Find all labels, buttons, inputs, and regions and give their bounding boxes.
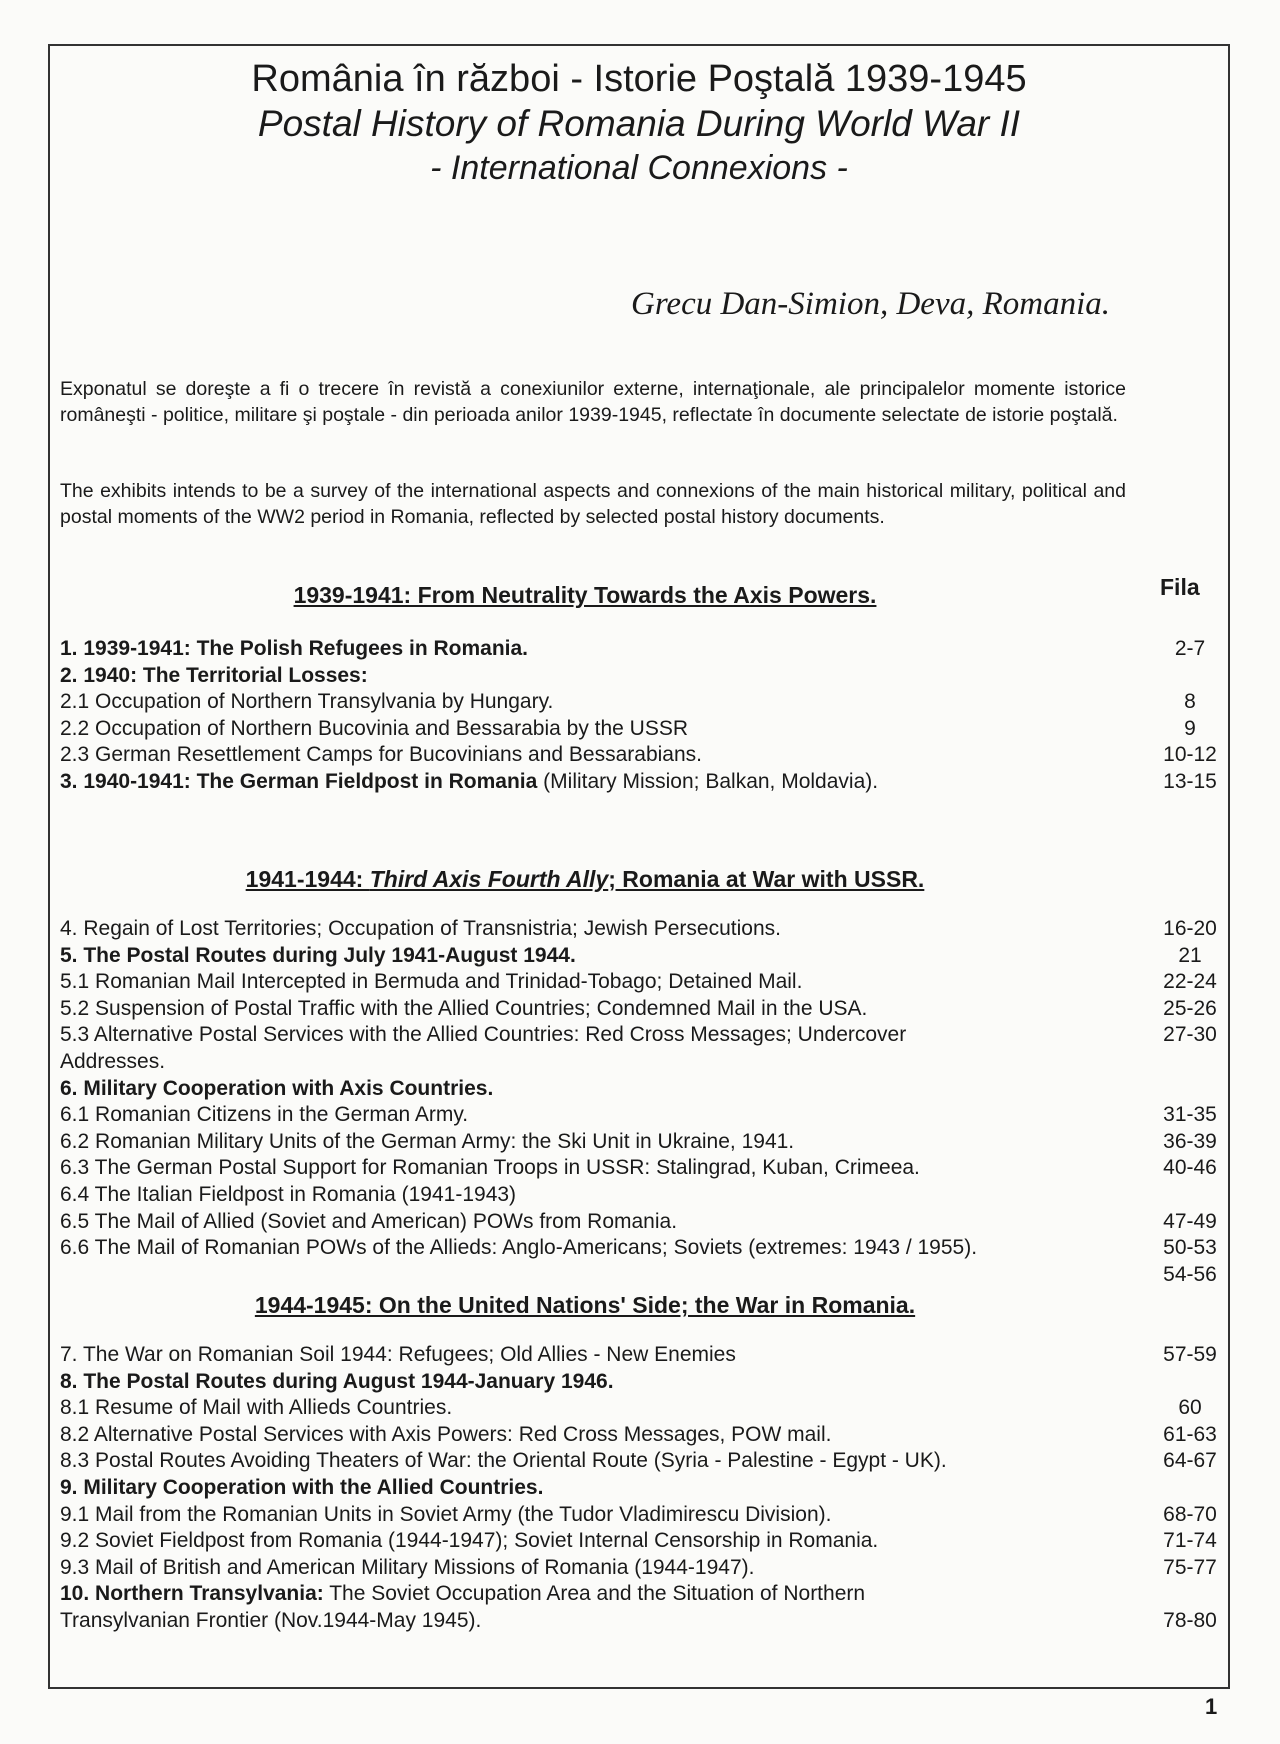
item-text: 5.3 Alternative Postal Services with the Allied Countries: Red Cross Messages; Undercover — [60, 1023, 907, 1047]
list-item — [60, 1581, 1230, 1608]
list-item — [60, 969, 1230, 996]
item-text: 8. The Postal Routes during August 1944-January 1946. — [60, 1369, 614, 1393]
item-text: 1. 1939-1941: The Polish Refugees in Romania. — [60, 637, 528, 660]
list-item — [60, 742, 1230, 769]
section-title-1941-1944 — [50, 866, 1120, 893]
item-pages: 75-77 — [1163, 1555, 1217, 1579]
list-item — [60, 1209, 1230, 1236]
list-item — [60, 1528, 1230, 1555]
section-title-part: 1941-1944: — [245, 866, 370, 892]
item-text: 6. Military Cooperation with Axis Countries. — [60, 1076, 494, 1100]
item-text: 5.2 Suspension of Postal Traffic with the Allied Countries; Condemned Mail in the USA. — [60, 996, 868, 1020]
item-text: 8.1 Resume of Mail with Allieds Countries. — [60, 1396, 453, 1420]
list-item — [60, 1262, 1230, 1289]
item-text: 6.1 Romanian Citizens in the German Army. — [60, 1103, 469, 1127]
item-pages — [1150, 1475, 1230, 1502]
list-item — [60, 916, 1230, 943]
author: Grecu Dan-Simion, Deva, Romania. — [630, 286, 1110, 322]
list-item — [60, 996, 1230, 1023]
item-pages: 50-53 — [1163, 1236, 1217, 1260]
item-pages: 57-59 — [1163, 1343, 1217, 1366]
item-text-bold: 3. 1940-1941: The German Fieldpost in Romania — [60, 769, 538, 793]
list-item — [60, 1022, 1230, 1049]
item-text: 9.1 Mail from the Romanian Units in Soviet Army (the Tudor Vladimirescu Division). — [60, 1502, 832, 1526]
list-item — [60, 1155, 1230, 1182]
item-text: 6.4 The Italian Fieldpost in Romania (1941-1943) — [60, 1182, 517, 1206]
item-pages: 78-80 — [1163, 1608, 1217, 1632]
section-title-part: ; Romania at War with USSR. — [608, 866, 925, 892]
list-item — [60, 1182, 1230, 1209]
item-pages — [1150, 1076, 1230, 1103]
item-text: 8.2 Alternative Postal Services with Axis Powers: Red Cross Messages, POW mail. — [60, 1422, 832, 1446]
item-text: 9.3 Mail of British and American Military Missions of Romania (1944-1947). — [60, 1555, 755, 1579]
toc-section-1 — [60, 636, 1230, 796]
item-text: 9.2 Soviet Fieldpost from Romania (1944-1947); Soviet Internal Censorship in Romania. — [60, 1529, 879, 1553]
intro-english: The exhibits intends to be a survey of the international aspects and connexions of the main historical military, political and postal moments of the WW2 period in Romania, reflected by selected postal history documents. — [60, 480, 1126, 528]
item-pages — [1150, 1369, 1230, 1396]
item-text — [60, 1262, 1150, 1289]
list-item-continuation — [60, 1049, 1230, 1076]
toc-section-2 — [60, 916, 1230, 1288]
title-romanian: România în război - Istorie Poştală 1939-1945 — [251, 58, 1027, 100]
section-title-1944-1945: 1944-1945: On the United Nations' Side; the War in Romania. — [254, 1292, 916, 1318]
item-text: 6.5 The Mail of Allied (Soviet and American) POWs from Romania. — [60, 1209, 678, 1233]
item-pages: 21 — [1178, 943, 1202, 967]
list-item — [60, 1102, 1230, 1129]
title-english: Postal History of Romania During World War II — [257, 103, 1021, 144]
item-pages: 36-39 — [1163, 1129, 1217, 1153]
item-text: 8.3 Postal Routes Avoiding Theaters of War: the Oriental Route (Syria - Palestine - Egypt - UK). — [60, 1449, 947, 1473]
list-item — [60, 1235, 1230, 1262]
list-item — [60, 1395, 1230, 1422]
item-pages: 68-70 — [1163, 1502, 1217, 1526]
section-title-italic: Third Axis Fourth Ally — [369, 866, 609, 892]
subtitle: - International Connexions - — [430, 149, 848, 187]
item-pages: 61-63 — [1163, 1422, 1217, 1446]
page-frame — [48, 44, 1230, 1689]
item-pages — [1150, 1182, 1230, 1209]
list-item — [60, 663, 1230, 690]
item-pages: 22-24 — [1163, 970, 1217, 994]
item-text: 5.1 Romanian Mail Intercepted in Bermuda and Trinidad-Tobago; Detained Mail. — [60, 970, 803, 994]
item-text: 2. 1940: The Territorial Losses: — [60, 663, 368, 687]
item-pages: 60 — [1178, 1396, 1202, 1420]
list-item — [60, 769, 1230, 796]
item-text: 7. The War on Romanian Soil 1944: Refugees; Old Allies - New Enemies — [60, 1343, 736, 1366]
item-pages: 25-26 — [1163, 996, 1217, 1020]
item-text: Addresses. — [60, 1049, 166, 1073]
page-number: 1 — [1205, 1694, 1218, 1719]
item-text: 2.3 German Resettlement Camps for Bucovinians and Bessarabians. — [60, 743, 702, 767]
item-pages: 54-56 — [1163, 1262, 1217, 1286]
item-pages: 40-46 — [1163, 1156, 1217, 1180]
intro-romanian: Exponatul se doreşte a fi o trecere în revistă a conexiunilor externe, internaţionale, ale principalelor momente istorice româneşti - politice, militare şi poştale - din perioada anilor 1939-1945, reflectate în documente selectate de istorie poştală. — [60, 378, 1126, 426]
list-item — [60, 1076, 1230, 1103]
item-pages: 47-49 — [1163, 1209, 1217, 1233]
list-item — [60, 1369, 1230, 1396]
item-text: 2.1 Occupation of Northern Transylvania by Hungary. — [60, 690, 554, 714]
list-item — [60, 1475, 1230, 1502]
list-item — [60, 716, 1230, 743]
item-pages: 16-20 — [1163, 917, 1217, 940]
list-item — [60, 689, 1230, 716]
item-text: Transylvanian Frontier (Nov.1944-May 1945). — [60, 1608, 482, 1632]
list-item — [60, 1422, 1230, 1449]
list-item — [60, 1555, 1230, 1582]
item-pages: 8 — [1184, 690, 1196, 714]
item-text: 4. Regain of Lost Territories; Occupation of Transnistria; Jewish Persecutions. — [60, 917, 781, 940]
item-text: (Military Mission; Balkan, Moldavia). — [537, 769, 879, 793]
item-pages: 2-7 — [1174, 637, 1206, 660]
list-item — [60, 1502, 1230, 1529]
toc-section-3 — [60, 1342, 1230, 1635]
item-pages: 13-15 — [1163, 769, 1217, 793]
item-text: 9. Military Cooperation with the Allied Countries. — [60, 1475, 544, 1499]
list-item-continuation — [60, 1608, 1230, 1635]
title-block — [50, 56, 1228, 190]
item-pages: 27-30 — [1163, 1023, 1217, 1047]
item-text-bold: 10. Northern Transylvania: — [60, 1582, 324, 1606]
item-text: The Soviet Occupation Area and the Situation of Northern — [323, 1582, 866, 1606]
item-pages: 9 — [1184, 716, 1196, 740]
item-text: 6.2 Romanian Military Units of the German Army: the Ski Unit in Ukraine, 1941. — [60, 1129, 795, 1153]
item-text: 2.2 Occupation of Northern Bucovinia and Bessarabia by the USSR — [60, 716, 689, 740]
item-pages: 64-67 — [1163, 1449, 1217, 1473]
item-pages: 10-12 — [1163, 743, 1217, 767]
item-pages: 71-74 — [1163, 1529, 1217, 1553]
item-pages: 31-35 — [1163, 1103, 1217, 1127]
list-item — [60, 943, 1230, 970]
list-item — [60, 1342, 1230, 1369]
section-title-1939-1941: 1939-1941: From Neutrality Towards the Axis Powers. — [293, 582, 877, 608]
item-text: 6.3 The German Postal Support for Romanian Troops in USSR: Stalingrad, Kuban, Crimeea. — [60, 1156, 920, 1180]
list-item — [60, 1448, 1230, 1475]
fila-header: Fila — [1160, 574, 1200, 600]
list-item — [60, 636, 1230, 663]
list-item — [60, 1129, 1230, 1156]
item-text: 5. The Postal Routes during July 1941-August 1944. — [60, 943, 576, 967]
item-text: 6.6 The Mail of Romanian POWs of the Allieds: Anglo-Americans; Soviets (extremes: 1943 / 1955). — [60, 1236, 978, 1260]
item-pages — [1150, 663, 1230, 690]
